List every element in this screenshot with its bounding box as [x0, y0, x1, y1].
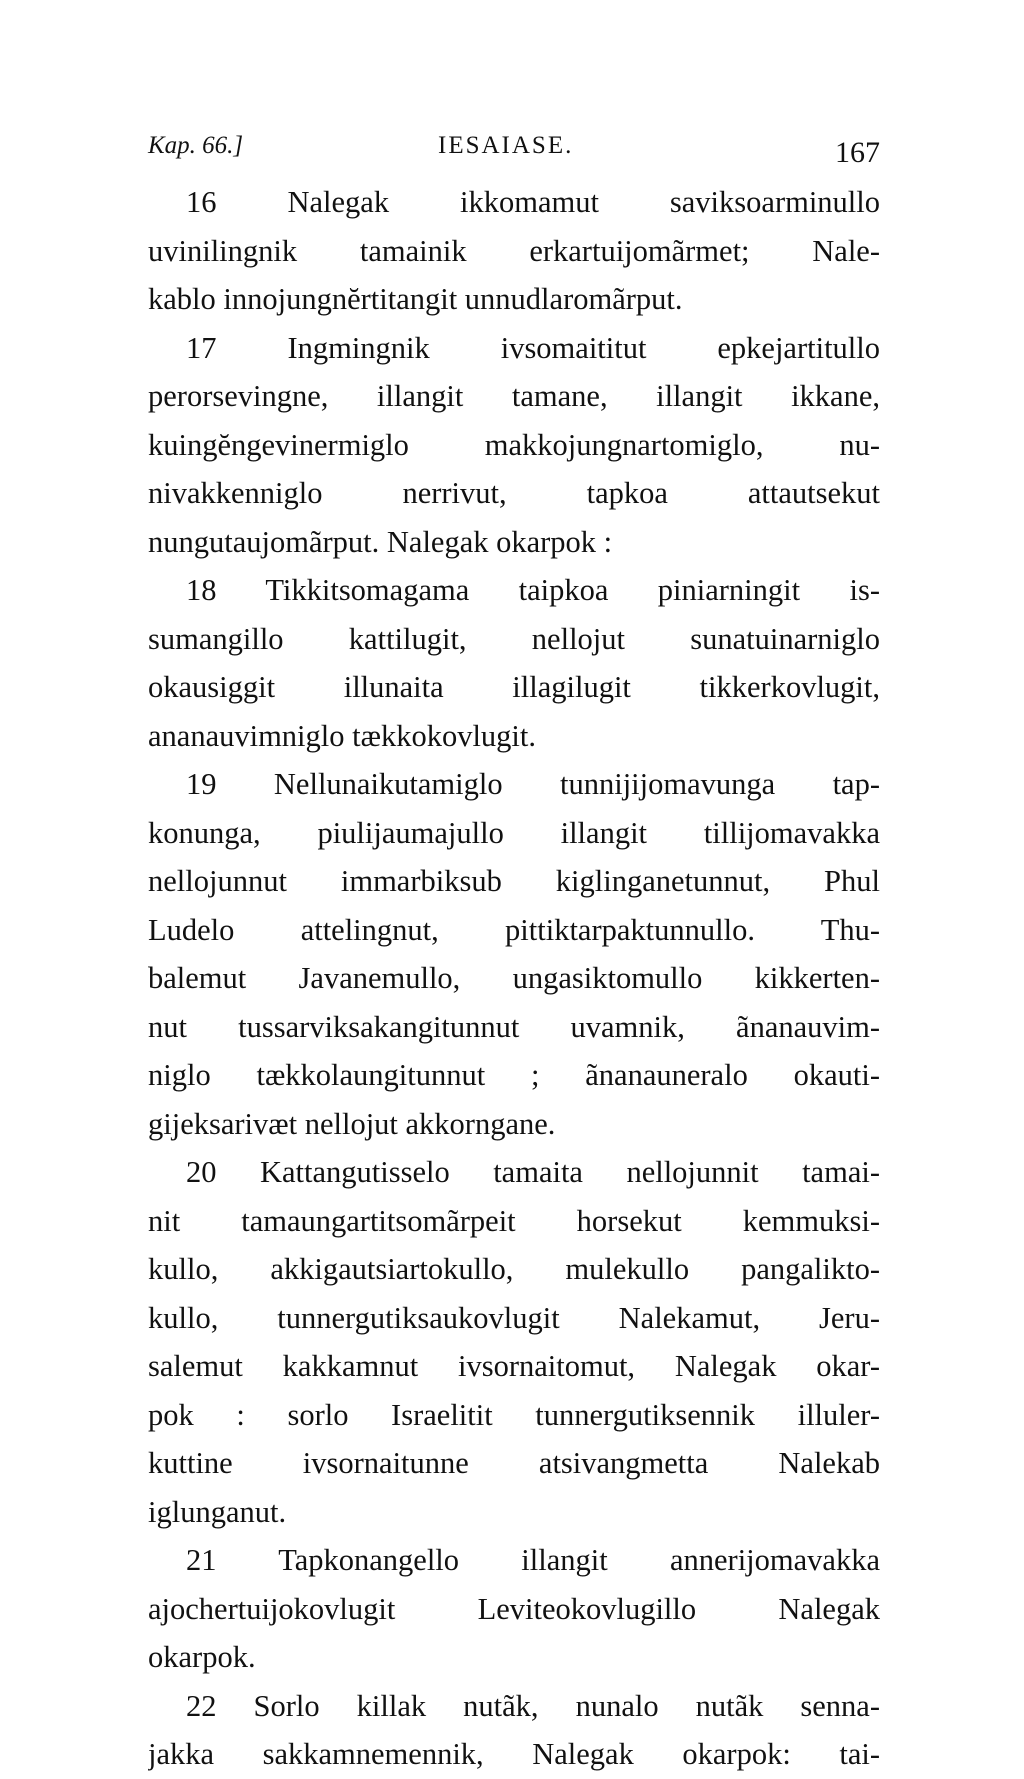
text-line: nit tamaungartitsomãrpeit horsekut kemmuksi-: [148, 1203, 880, 1238]
text-line: kuingĕngevinermiglo makkojungnartomiglo, nu-: [148, 427, 880, 462]
chapter-reference: Kap. 66.]: [148, 132, 244, 159]
running-head: [148, 128, 880, 168]
page-number: 167: [835, 136, 880, 169]
book-title: IESAIASE.: [438, 132, 574, 159]
text-line: 22 Sorlo killak nutãk, nunalo nutãk senna-: [186, 1688, 880, 1723]
text-line: nungutaujomãrput. Nalegak okarpok :: [148, 524, 613, 559]
text-line: niglo tækkolaungitunnut ; ãnanauneralo okauti-: [148, 1058, 880, 1092]
text-line: 21 Tapkonangello illangit annerijomavakka: [186, 1543, 880, 1577]
text-line: okarpok.: [148, 1640, 256, 1674]
text-line: Ludelo attelingnut, pittiktarpaktunnullo. Thu-: [148, 912, 880, 947]
text-line: kablo innojungnĕrtitangit unnudlaromãrput.: [148, 282, 683, 316]
text-line: pok : sorlo Israelitit tunnergutiksennik illuler-: [148, 1397, 880, 1432]
text-line: gijeksarivæt nellojut akkorngane.: [148, 1106, 556, 1141]
text-line: salemut kakkamnut ivsornaitomut, Nalegak okar-: [148, 1349, 880, 1383]
text-line: jakka sakkamnemennik, Nalegak okarpok: tai-: [148, 1737, 880, 1771]
body-text: [148, 178, 880, 1779]
text-line: 19 Nellunaikutamiglo tunnijijomavunga tap-: [186, 767, 880, 801]
text-line: nivakkenniglo nerrivut, tapkoa attautsekut: [148, 476, 880, 510]
text-line: ajochertuijokovlugit Leviteokovlugillo Nalegak: [148, 1591, 880, 1626]
text-line: ananauvimniglo tækkokovlugit.: [148, 718, 536, 753]
text-line: okausiggit illunaita illagilugit tikkerkovlugit,: [148, 670, 880, 704]
text-line: iglunganut.: [148, 1494, 287, 1529]
text-line: kuttine ivsornaitunne atsivangmetta Nalekab: [148, 1446, 880, 1480]
text-line: perorsevingne, illangit tamane, illangit ikkane,: [148, 379, 880, 413]
text-line: 20 Kattangutisselo tamaita nellojunnit tamai-: [186, 1155, 880, 1189]
text-line: uvinilingnik tamainik erkartuijomãrmet; Nale-: [148, 233, 880, 268]
text-line: 17 Ingmingnik ivsomaititut epkejartitullo: [186, 330, 880, 365]
text-line: balemut Javanemullo, ungasiktomullo kikkerten-: [148, 961, 880, 995]
text-line: konunga, piulijaumajullo illangit tillijomavakka: [148, 815, 880, 850]
text-line: kullo, tunnergutiksaukovlugit Nalekamut, Jeru-: [148, 1300, 880, 1335]
text-line: sumangillo kattilugit, nellojut sunatuinarniglo: [148, 621, 880, 656]
text-line: nut tussarviksakangitunnut uvamnik, ãnanauvim-: [148, 1009, 880, 1044]
text-line: 16 Nalegak ikkomamut saviksoarminullo: [186, 185, 880, 219]
text-line: 18 Tikkitsomagama taipkoa piniarningit is-: [186, 573, 880, 607]
text-line: nellojunnut immarbiksub kiglinganetunnut, Phul: [148, 864, 880, 898]
text-line: kullo, akkigautsiartokullo, mulekullo pangalikto-: [148, 1252, 880, 1286]
